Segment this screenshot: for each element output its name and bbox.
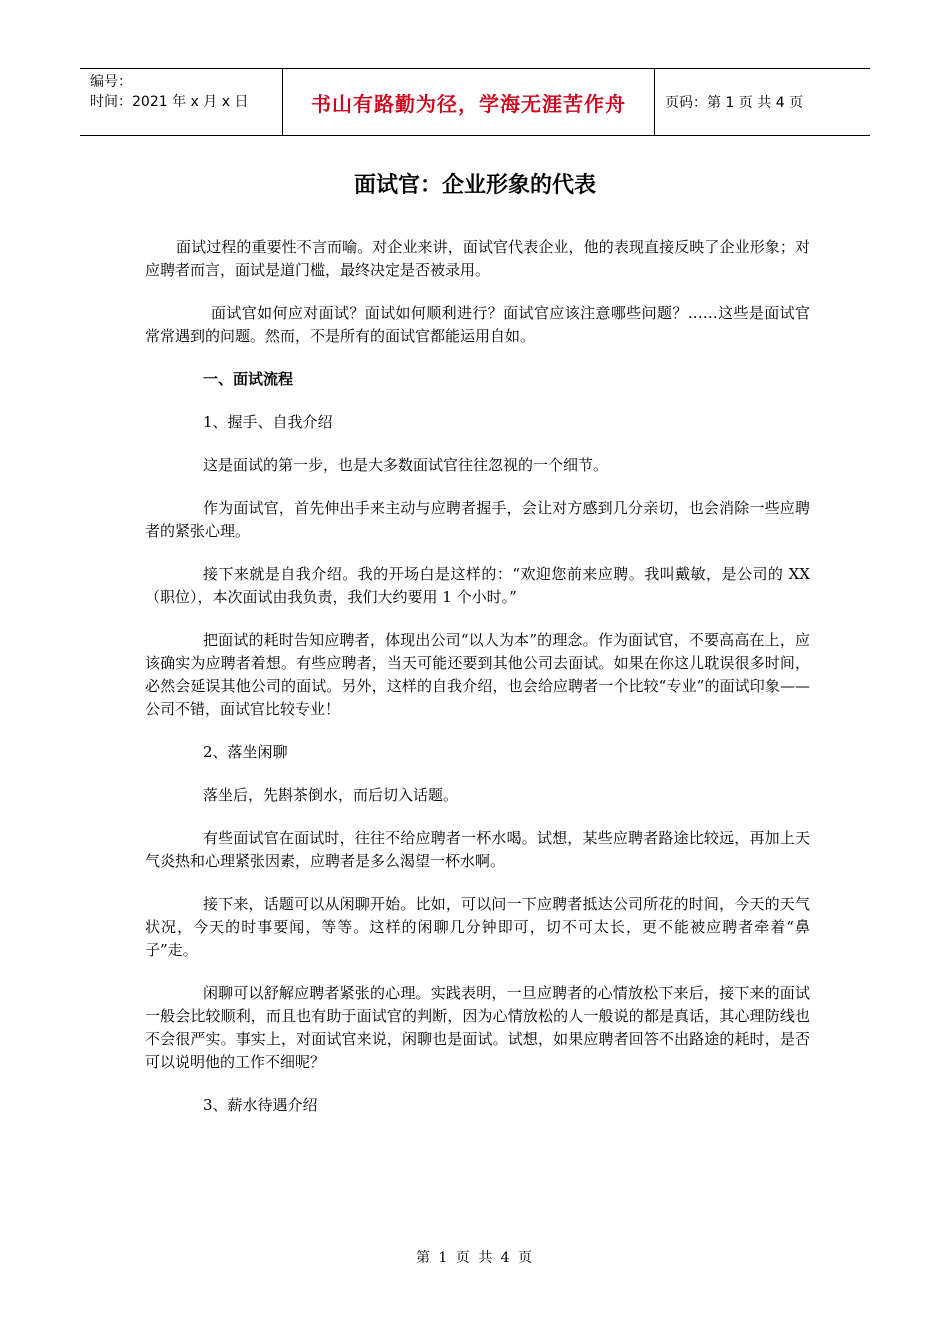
document-date-label: 时间：2021 年 x 月 x 日 <box>90 94 249 110</box>
header-meta-cell <box>80 69 283 135</box>
header-page-cell <box>655 69 870 135</box>
page-indicator: 页码：第 1 页 共 4 页 <box>665 95 804 111</box>
header-motto-cell <box>283 69 655 135</box>
document-body <box>145 236 810 1137</box>
paragraph: 接下来就是自我介绍。我的开场白是这样的：“欢迎您前来应聘。我叫戴敏，是公司的 XX（职位），本次面试由我负责，我们大约要用 1 个小时。” <box>145 565 810 606</box>
subheading-seating-chat: 2、落坐闲聊 <box>203 743 288 761</box>
document-title: 面试官：企业形象的代表 <box>353 173 596 198</box>
document-number-label: 编号： <box>90 74 132 90</box>
motto-text: 书山有路勤为径，学海无涯苦作舟 <box>311 91 626 116</box>
subheading-handshake: 1、握手、自我介绍 <box>203 413 333 431</box>
paragraph: 作为面试官，首先伸出手来主动与应聘者握手，会让对方感到几分亲切，也会消除一些应聘者的紧张心理。 <box>145 499 810 540</box>
paragraph-questions: 面试官如何应对面试？面试如何顺利进行？面试官应该注意哪些问题？……这些是面试官常常遇到的问题。然而，不是所有的面试官都能运用自如。 <box>145 304 810 345</box>
paragraph: 把面试的耗时告知应聘者，体现出公司“以人为本”的理念。作为面试官，不要高高在上，应该确实为应聘者着想。有些应聘者，当天可能还要到其他公司去面试。如果在你这儿耽误很多时间，必然会延误其他公司的面试。另外，这样的自我介绍，也会给应聘者一个比较“专业”的面试印象——公司不错，面试官比较专业！ <box>145 631 810 718</box>
paragraph: 落坐后，先斟茶倒水，而后切入话题。 <box>203 786 459 804</box>
paragraph: 接下来，话题可以从闲聊开始。比如，可以问一下应聘者抵达公司所花的时间，今天的天气状况，今天的时事要闻，等等。这样的闲聊几分钟即可，切不可太长，更不能被应聘者牵着“鼻子”走。 <box>145 895 810 959</box>
paragraph: 这是面试的第一步，也是大多数面试官往往忽视的一个细节。 <box>203 456 609 474</box>
section-heading-interview-process: 一、面试流程 <box>203 370 294 388</box>
paragraph: 闲聊可以舒解应聘者紧张的心理。实践表明，一旦应聘者的心情放松下来后，接下来的面试一般会比较顺利，而且也有助于面试官的判断，因为心情放松的人一般说的都是真话，其心理防线也不会很严实。事实上，对面试官来说，闲聊也是面试。试想，如果应聘者回答不出路途的耗时，是否可以说明他的工作不细呢？ <box>145 984 810 1071</box>
paragraph-intro: 面试过程的重要性不言而喻。对企业来讲，面试官代表企业，他的表现直接反映了企业形象；对应聘者而言，面试是道门槛，最终决定是否被录用。 <box>145 238 810 279</box>
paragraph: 有些面试官在面试时，往往不给应聘者一杯水喝。试想，某些应聘者路途比较远，再加上天气炎热和心理紧张因素，应聘者是多么渴望一杯水啊。 <box>145 829 810 870</box>
page-footer: 第 1 页 共 4 页 <box>415 1250 535 1266</box>
header-table <box>80 68 870 136</box>
subheading-salary: 3、薪水待遇介绍 <box>203 1096 318 1114</box>
